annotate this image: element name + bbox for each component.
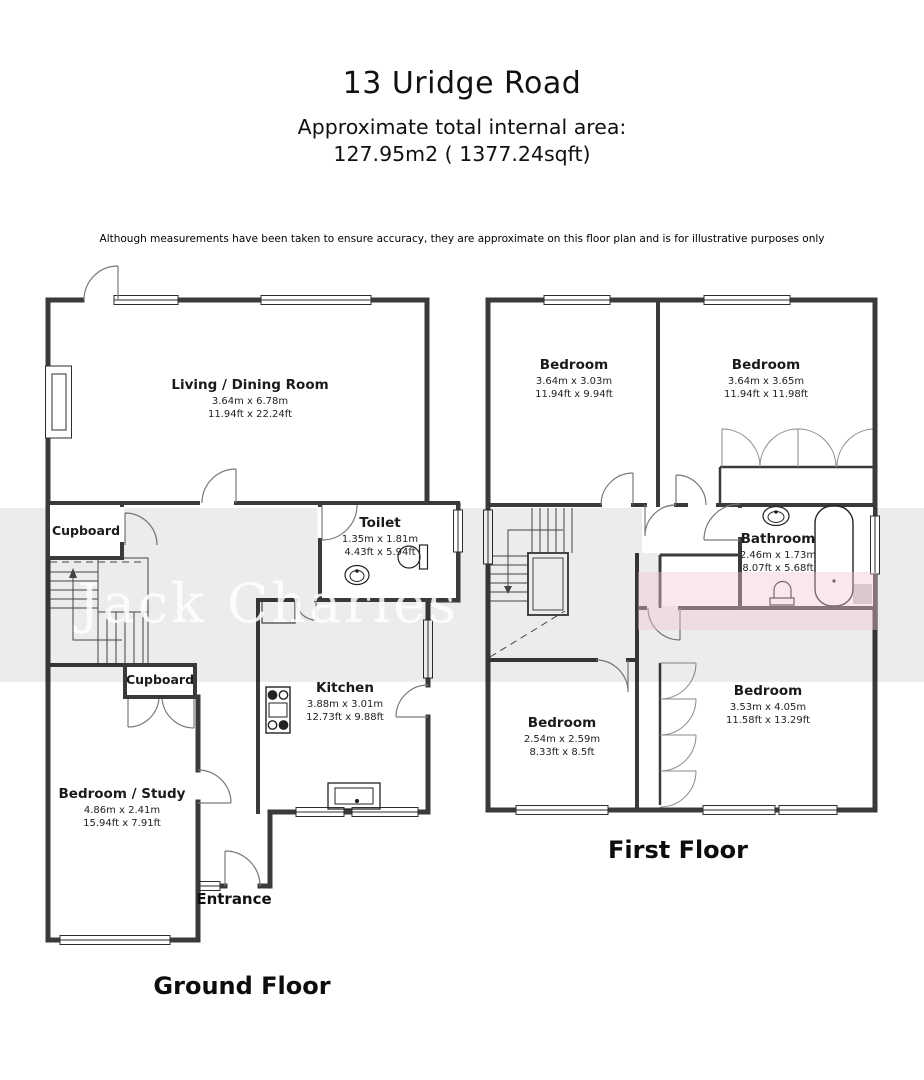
bay-window: [46, 366, 72, 438]
window: [516, 806, 608, 815]
ground-floor-title: Ground Floor: [153, 972, 331, 1000]
disclaimer-text: Although measurements have been taken to ensure accuracy, they are approximate on this floor plan and is for illustrative purposes only: [99, 233, 825, 245]
room-label-bedroom-study: Bedroom / Study 4.86m x 2.41m 15.94ft x 7.91ft: [58, 786, 186, 829]
room-label-toilet: Toilet 1.35m x 1.81m 4.43ft x 5.94ft: [341, 515, 419, 558]
watermark-text: Jack Charles: [78, 572, 460, 635]
room-label-cupboard-lower: Cupboard: [125, 672, 195, 687]
window: [703, 806, 775, 815]
first-floor-title: First Floor: [607, 836, 749, 864]
room-label-entrance: Entrance: [196, 890, 272, 908]
room-label-bedroom-4: Bedroom 3.53m x 4.05m 11.58ft x 13.29ft: [725, 683, 811, 726]
page-title: 13 Uridge Road: [342, 66, 582, 101]
window: [704, 296, 790, 305]
room-label-bathroom: Bathroom 2.46m x 1.73m 8.07ft x 5.68ft: [739, 531, 817, 574]
room-label-kitchen: Kitchen 3.88m x 3.01m 12.73ft x 9.88ft: [306, 680, 384, 723]
window: [544, 296, 610, 305]
watermark-pink-band: [638, 572, 877, 630]
room-label-bedroom-3: Bedroom 2.54m x 2.59m 8.33ft x 8.5ft: [523, 715, 601, 758]
total-area-line2: 127.95m2 ( 1377.24sqft): [333, 142, 591, 166]
window: [114, 296, 178, 305]
room-label-bedroom-1: Bedroom 3.64m x 3.03m 11.94ft x 9.94ft: [535, 357, 613, 400]
front-door-arc: [84, 266, 118, 300]
window: [779, 806, 837, 815]
room-label-living-dining: Living / Dining Room 3.64m x 6.78m 11.94ft x 22.24ft: [171, 377, 329, 420]
room-label-bedroom-2: Bedroom 3.64m x 3.65m 11.94ft x 11.98ft: [723, 357, 809, 400]
window: [261, 296, 371, 305]
room-label-cupboard-top: Cupboard: [51, 523, 121, 538]
window: [60, 936, 170, 945]
total-area-line1: Approximate total internal area:: [297, 115, 627, 139]
